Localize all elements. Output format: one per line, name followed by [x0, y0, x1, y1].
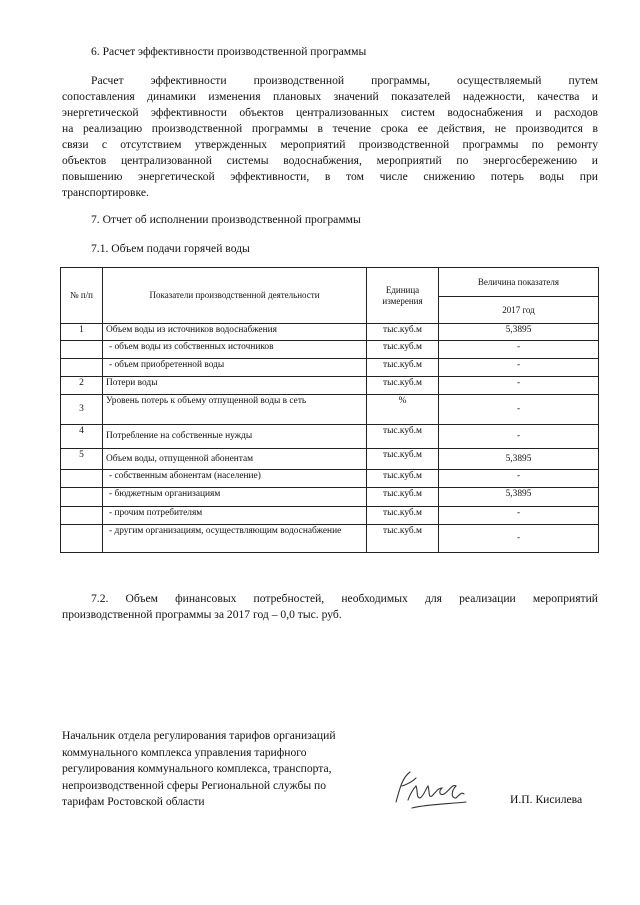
signatory-line: коммунального комплекса управления тарифного	[62, 745, 307, 759]
table-row	[61, 359, 599, 377]
row-num	[61, 341, 103, 359]
signatory-line: тарифам Ростовской области	[62, 795, 205, 808]
table-row	[61, 341, 599, 359]
paragraph-line: на реализацию производственной программы в течение срока ее действия, не производится в	[62, 122, 598, 135]
row-unit: тыс.куб.м	[367, 470, 439, 488]
paragraph-line: сопоставления динамики изменения плановых значений показателей надежности, качества и	[62, 90, 598, 103]
table-row	[61, 377, 599, 395]
header-unit: Единица измерения	[367, 268, 439, 324]
signatory-position	[62, 728, 382, 811]
table-row	[61, 395, 599, 425]
paragraph-line: Расчет эффективности производственной программы, осуществляемый путем	[91, 74, 598, 87]
row-indicator: - объем воды из собственных источников	[103, 341, 367, 359]
row-indicator: Уровень потерь к объему отпущенной воды в сеть	[103, 395, 367, 425]
row-value: -	[439, 359, 599, 377]
row-unit: тыс.куб.м	[367, 425, 439, 449]
row-value: 5,3895	[439, 488, 599, 507]
row-num	[61, 359, 103, 377]
signatory-name: И.П. Кисилева	[510, 793, 583, 806]
row-indicator: - другим организациям, осуществляющим водоснабжение	[103, 525, 367, 553]
row-num: 5	[61, 449, 103, 470]
row-num	[61, 507, 103, 525]
row-indicator: Потери воды	[103, 377, 367, 395]
table-row	[61, 449, 599, 470]
row-indicator: Объем воды, отпущенной абонентам	[103, 449, 367, 470]
row-value: -	[439, 525, 599, 553]
row-unit: тыс.куб.м	[367, 324, 439, 341]
row-num: 1	[61, 324, 103, 341]
hot-water-table	[60, 267, 599, 553]
row-value: -	[439, 395, 599, 425]
table-row	[61, 470, 599, 488]
paragraph-line: энергетической эффективности объектов централизованных систем водоснабжения и расходов	[62, 106, 598, 119]
section-7-heading: 7. Отчет об исполнении производственной программы	[91, 213, 361, 226]
signatory-line: Начальник отдела регулирования тарифов организаций	[62, 729, 336, 742]
paragraph-line: транспортировке.	[62, 186, 149, 199]
paragraph-line: повышению энергетической эффективности, в том числе снижению потерь воды при	[62, 170, 598, 183]
row-value: -	[439, 470, 599, 488]
row-value: -	[439, 341, 599, 359]
section-7-1-heading: 7.1. Объем подачи горячей воды	[91, 242, 250, 255]
row-num	[61, 525, 103, 553]
row-value: 5,3895	[439, 324, 599, 341]
row-indicator: Объем воды из источников водоснабжения	[103, 324, 367, 341]
row-unit: %	[367, 395, 439, 425]
table-row	[61, 425, 599, 449]
row-num: 2	[61, 377, 103, 395]
header-year: 2017 год	[439, 297, 599, 324]
row-unit: тыс.куб.м	[367, 359, 439, 377]
row-value: 5,3895	[439, 449, 599, 470]
section-6-heading: 6. Расчет эффективности производственной программы	[91, 45, 367, 58]
row-num: 4	[61, 425, 103, 449]
row-unit: тыс.куб.м	[367, 449, 439, 470]
row-num: 3	[61, 395, 103, 425]
row-unit: тыс.куб.м	[367, 377, 439, 395]
table-row	[61, 324, 599, 341]
row-value: -	[439, 425, 599, 449]
table-row	[61, 525, 599, 553]
row-indicator: Потребление на собственные нужды	[103, 425, 367, 449]
header-indicator: Показатели производственной деятельности	[103, 268, 367, 324]
row-indicator: - объем приобретенной воды	[103, 359, 367, 377]
row-unit: тыс.куб.м	[367, 525, 439, 553]
table-header-row	[61, 268, 599, 297]
signatory-line: непроизводственной сферы Региональной службы по	[62, 778, 327, 792]
table-row	[61, 488, 599, 507]
handwritten-signature	[388, 764, 470, 814]
row-unit: тыс.куб.м	[367, 488, 439, 507]
header-num: № п/п	[61, 268, 103, 324]
row-num	[61, 470, 103, 488]
row-indicator: - собственным абонентам (население)	[103, 470, 367, 488]
row-indicator: - бюджетным организациям	[103, 488, 367, 507]
row-value: -	[439, 377, 599, 395]
paragraph-line: производственной программы за 2017 год – 0,0 тыс. руб.	[62, 608, 342, 621]
signatory-line: регулирования коммунального комплекса, транспорта,	[62, 762, 332, 775]
row-num	[61, 488, 103, 507]
paragraph-line: 7.2. Объем финансовых потребностей, необходимых для реализации мероприятий	[91, 592, 598, 605]
row-indicator: - прочим потребителям	[103, 507, 367, 525]
table-row	[61, 507, 599, 525]
paragraph-line: объектов централизованной системы водоснабжения, мероприятий по энергосбережению и	[62, 154, 598, 167]
row-value: -	[439, 507, 599, 525]
paragraph-line: связи с отсутствием утвержденных мероприятий производственной программы по ремонту	[62, 138, 598, 151]
row-unit: тыс.куб.м	[367, 507, 439, 525]
header-value: Величина показателя	[439, 268, 599, 297]
row-unit: тыс.куб.м	[367, 341, 439, 359]
